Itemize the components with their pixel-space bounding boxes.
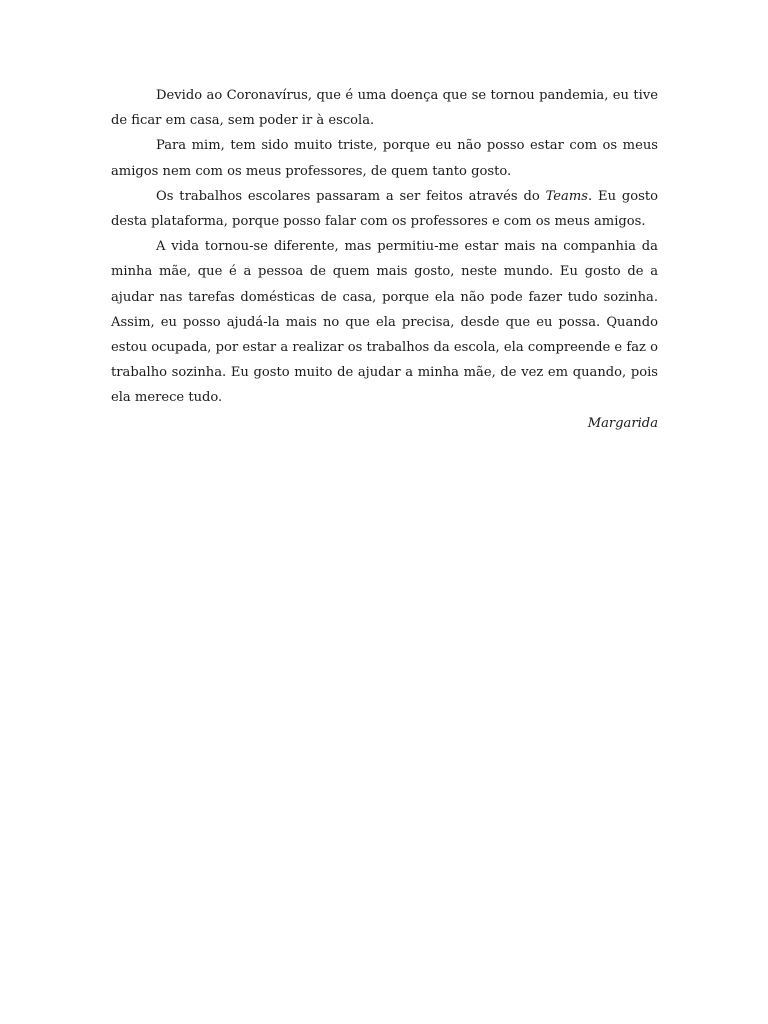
author-signature: Margarida <box>587 415 658 431</box>
paragraph-2: Para mim, tem sido muito triste, porque eu não posso estar com os meus amigos nem com os meus professores, de quem tanto gosto. <box>111 138 658 179</box>
paragraph-3 <box>111 184 658 234</box>
document-body <box>111 83 658 436</box>
paragraph-4: A vida tornou-se diferente, mas permitiu-me estar mais na companhia da minha mãe, que é a pessoa de quem mais gosto, neste mundo. Eu gosto de a ajudar nas tarefas domésticas de casa, porque ela não pode fazer tudo sozinha. Assim, eu posso ajudá-la mais no que ela precisa, desde que eu possa. Quando estou ocupada, por estar a realizar os trabalhos da escola, ela compreende e faz o trabalho sozinha. Eu gosto muito de ajudar a minha mãe, de vez em quando, pois ela merece tudo. <box>111 239 658 406</box>
paragraph-3-emphasis: Teams <box>545 188 589 204</box>
paragraph-1: Devido ao Coronavírus, que é uma doença que se tornou pandemia, eu tive de ficar em casa, sem poder ir à escola. <box>111 88 658 129</box>
paragraph-3-before: Os trabalhos escolares passaram a ser feitos através do <box>156 188 546 204</box>
paragraph-3-after: . Eu gosto desta plataforma, porque posso falar com os professores e com os meus amigos. <box>111 188 658 230</box>
